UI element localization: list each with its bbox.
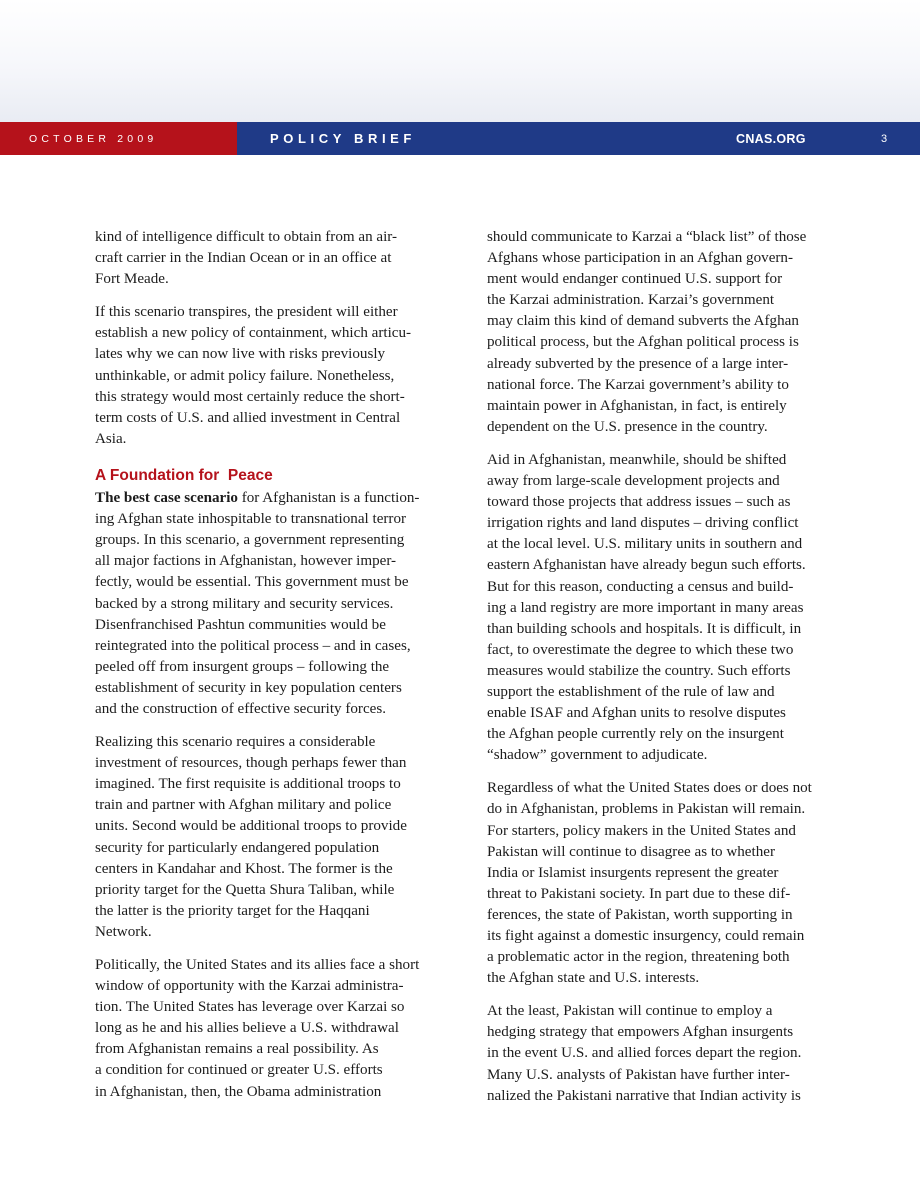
paragraph-line: political process, but the Afghan political process is (487, 334, 799, 351)
paragraph-line: may claim this kind of demand subverts the Afghan (487, 313, 799, 330)
header-title-band (237, 122, 920, 155)
paragraph-line: Asia. (95, 430, 127, 447)
left-paragraph-2 (95, 302, 455, 450)
paragraph-line: unthinkable, or admit policy failure. Nonetheless, (95, 367, 395, 384)
left-column (95, 227, 455, 1115)
left-paragraph-3 (95, 488, 455, 720)
paragraph-line: centers in Kandahar and Khost. The former is the (95, 860, 393, 877)
left-paragraph-5 (95, 955, 455, 1103)
paragraph-line: a problematic actor in the region, threatening both (487, 949, 790, 966)
paragraph-line: train and partner with Afghan military and police (95, 797, 392, 814)
paragraph-line: at the local level. U.S. military units in southern and (487, 536, 803, 553)
paragraph-line: this strategy would most certainly reduce the short- (95, 388, 405, 405)
paragraph-line: the Afghan people currently rely on the insurgent (487, 726, 784, 743)
paragraph-line: from Afghanistan remains a real possibility. As (95, 1041, 379, 1058)
paragraph-line: Disenfranchised Pashtun communities would be (95, 616, 386, 633)
paragraph-line: long as he and his allies believe a U.S. withdrawal (95, 1020, 399, 1037)
paragraph-line: imagined. The first requisite is additional troops to (95, 776, 401, 793)
paragraph-line: support the establishment of the rule of law and (487, 683, 775, 700)
paragraph-line (95, 488, 455, 509)
page-header (0, 122, 920, 155)
paragraph-line: At the least, Pakistan will continue to employ a (487, 1003, 773, 1020)
paragraph-line: Regardless of what the United States does or does not (487, 780, 812, 797)
page-top-background (0, 0, 920, 122)
paragraph-line: investment of resources, though perhaps fewer than (95, 755, 407, 772)
paragraph-line: kind of intelligence difficult to obtain from an air- (95, 229, 398, 245)
paragraph-line: tion. The United States has leverage over Karzai so (95, 999, 405, 1016)
paragraph-line: Fort Meade. (95, 271, 169, 288)
paragraph-line: nalized the Pakistani narrative that Indian activity is (487, 1087, 801, 1104)
bold-lead-in: The best case scenario (95, 490, 238, 507)
left-paragraph-1 (95, 227, 455, 290)
paragraph-line: eastern Afghanistan have already begun such efforts. (487, 557, 806, 574)
paragraph-line: If this scenario transpires, the president will either (95, 304, 398, 321)
paragraph-line: the Afghan state and U.S. interests. (487, 970, 700, 987)
paragraph-line: establish a new policy of containment, which articu- (95, 325, 412, 342)
paragraph-line: reintegrated into the political process – and in cases, (95, 637, 411, 654)
paragraph-line: India or Islamist insurgents represent the greater (487, 864, 779, 881)
paragraph-line: term costs of U.S. and allied investment in Central (95, 409, 401, 426)
paragraph-line: groups. In this scenario, a government representing (95, 532, 405, 549)
paragraph-line: measures would stabilize the country. Such efforts (487, 662, 791, 679)
paragraph-line: backed by a strong military and security services. (95, 595, 394, 612)
paragraph-line: lates why we can now live with risks previously (95, 346, 386, 363)
paragraph-line: units. Second would be additional troops to provide (95, 818, 407, 835)
paragraph-line: irrigation rights and land disputes – driving conflict (487, 515, 799, 532)
paragraph-line: “shadow” government to adjudicate. (487, 747, 708, 764)
paragraph-line: fectly, would be essential. This government must be (95, 574, 409, 591)
paragraph-line: Many U.S. analysts of Pakistan have further inter- (487, 1066, 790, 1083)
paragraph-line: do in Afghanistan, problems in Pakistan will remain. (487, 801, 806, 818)
header-title: POLICY BRIEF (270, 131, 416, 146)
paragraph-line: Aid in Afghanistan, meanwhile, should be shifted (487, 451, 787, 468)
paragraph-line: Afghans whose participation in an Afghan govern- (487, 250, 793, 267)
paragraph-line: peeled off from insurgent groups – following the (95, 658, 390, 675)
paragraph-line: security for particularly endangered population (95, 839, 380, 856)
paragraph-line: enable ISAF and Afghan units to resolve disputes (487, 705, 786, 722)
paragraph-line: away from large-scale development projects and (487, 473, 780, 490)
paragraph-line: and the construction of effective security forces. (95, 700, 386, 717)
left-paragraph-4 (95, 732, 455, 943)
paragraph-line: ferences, the state of Pakistan, worth supporting in (487, 906, 793, 923)
paragraph-line: priority target for the Quetta Shura Taliban, while (95, 881, 395, 898)
header-site-link[interactable]: CNAS.ORG (736, 131, 806, 146)
section-heading: A Foundation for Peace (95, 466, 273, 484)
paragraph-line: a condition for continued or greater U.S. efforts (95, 1062, 383, 1079)
paragraph-line: craft carrier in the Indian Ocean or in an office at (95, 250, 392, 267)
paragraph-line: the Karzai administration. Karzai’s government (487, 292, 775, 309)
paragraph-line: maintain power in Afghanistan, in fact, is entirely (487, 397, 787, 414)
right-paragraph-4 (487, 1001, 847, 1106)
paragraph-line: its fight against a domestic insurgency, could remain (487, 928, 805, 944)
right-column (487, 227, 847, 1119)
paragraph-line: But for this reason, conducting a census and build- (487, 578, 794, 595)
right-paragraph-2 (487, 450, 847, 766)
paragraph-line: already subverted by the presence of a large inter- (487, 355, 789, 372)
paragraph-line: Politically, the United States and its allies face a short (95, 957, 420, 973)
paragraph-line: dependent on the U.S. presence in the country. (487, 418, 768, 435)
left-paragraph-3-body (95, 509, 455, 720)
paragraph-line: Network. (95, 923, 152, 940)
paragraph-line: than building schools and hospitals. It is difficult, in (487, 620, 802, 637)
paragraph-line: Realizing this scenario requires a considerable (95, 734, 376, 751)
paragraph-line: For starters, policy makers in the United States and (487, 822, 796, 839)
paragraph-line: fact, to overestimate the degree to which these two (487, 641, 794, 658)
right-paragraph-3 (487, 778, 847, 989)
lead-line-rest: for Afghanistan is a function- (237, 490, 420, 507)
paragraph-line: Pakistan will continue to disagree as to whether (487, 843, 775, 860)
paragraph-line: in the event U.S. and allied forces depart the region. (487, 1045, 802, 1062)
paragraph-line: ment would endanger continued U.S. support for (487, 271, 783, 288)
paragraph-line: threat to Pakistani society. In part due to these dif- (487, 885, 791, 902)
header-date: OCTOBER 2009 (29, 132, 158, 145)
paragraph-line: in Afghanistan, then, the Obama administration (95, 1083, 382, 1100)
paragraph-line: should communicate to Karzai a “black list” of those (487, 229, 807, 245)
paragraph-line: establishment of security in key population centers (95, 679, 402, 696)
paragraph-line: toward those projects that address issues – such as (487, 494, 791, 511)
paragraph-line: hedging strategy that empowers Afghan insurgents (487, 1024, 794, 1041)
paragraph-line: national force. The Karzai government’s ability to (487, 376, 789, 393)
paragraph-line: all major factions in Afghanistan, however imper- (95, 553, 397, 570)
paragraph-line: ing a land registry are more important in many areas (487, 599, 804, 616)
header-page-number: 3 (881, 132, 888, 145)
paragraph-line: window of opportunity with the Karzai administra- (95, 978, 404, 995)
right-paragraph-1 (487, 227, 847, 438)
paragraph-line: the latter is the priority target for the Haqqani (95, 902, 370, 919)
header-date-band (0, 122, 237, 155)
paragraph-line: ing Afghan state inhospitable to transnational terror (95, 511, 407, 528)
